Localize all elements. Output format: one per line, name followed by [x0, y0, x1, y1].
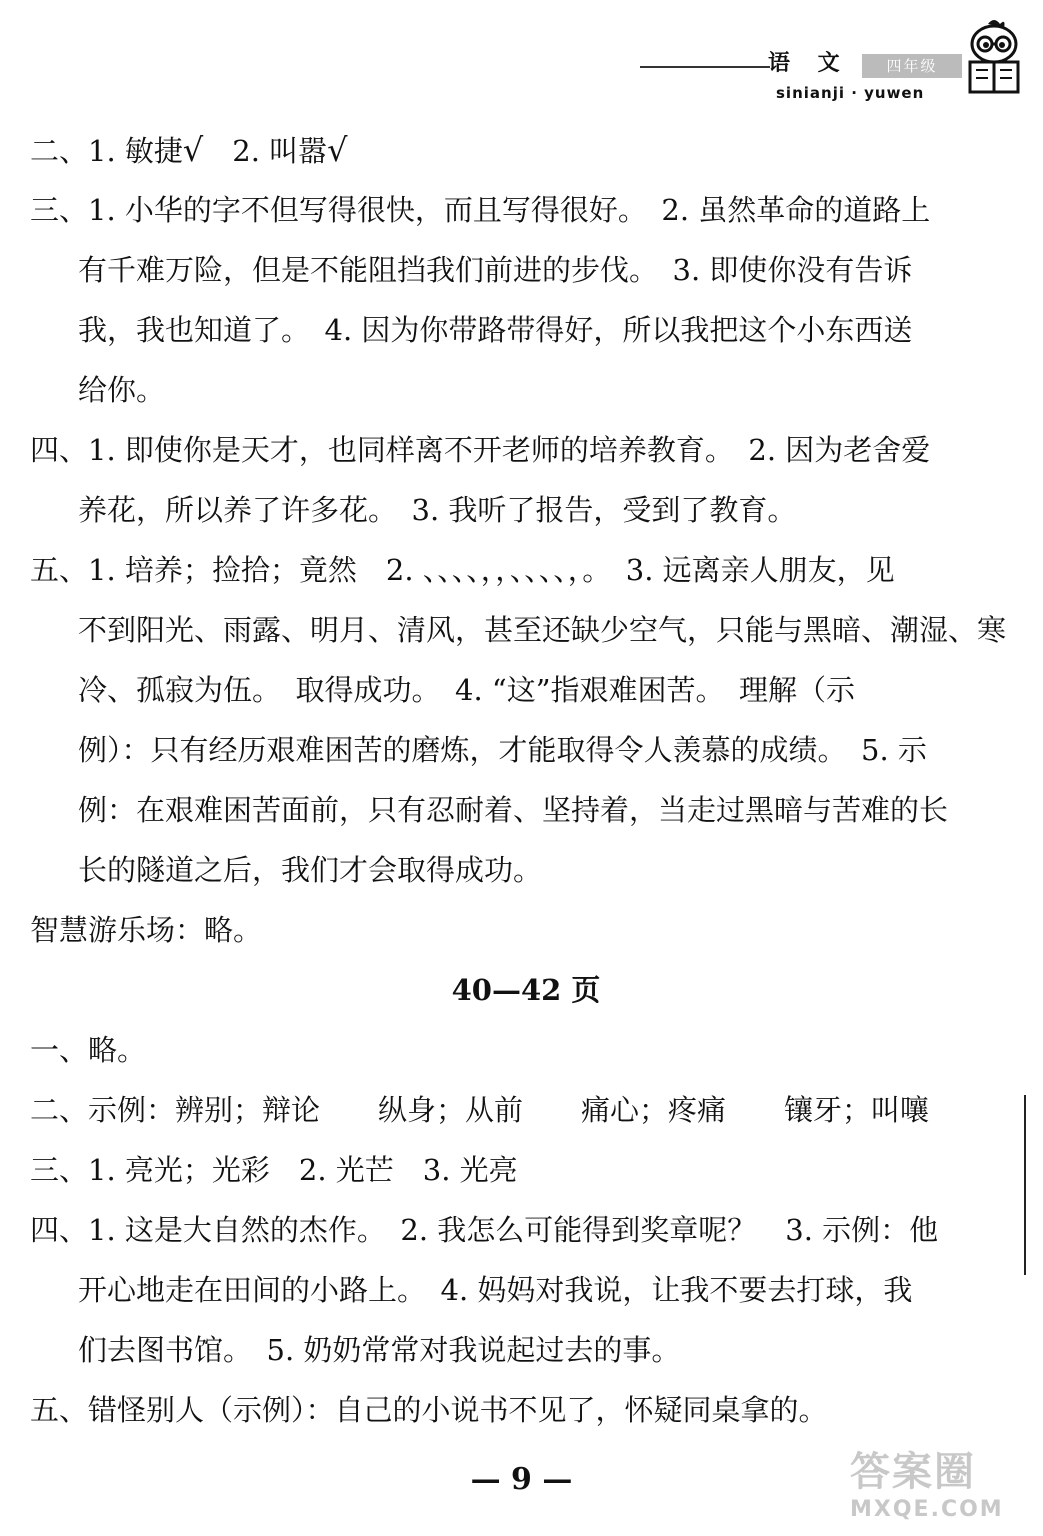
reading-mascot-icon: [960, 16, 1028, 96]
site-watermark: [850, 1440, 1040, 1530]
answer-line-continued: 例）：只有经历艰难困苦的磨炼，才能取得令人羡慕的成绩。 5. 示: [78, 733, 927, 767]
answer-line-continued: 不到阳光、雨露、明月、清风，甚至还缺少空气，只能与黑暗、潮湿、寒: [78, 613, 1007, 647]
answer-line-2: [30, 120, 1022, 180]
answer-line-4: 四、1. 这是大自然的杰作。 2. 我怎么可能得到奖章呢？ 3. 示例：他: [30, 1213, 939, 1247]
answer-text: 二、1. 敏捷: [30, 134, 183, 168]
answer-line-2: 二、示例：辨别；辩论 纵身；从前 痛心；疼痛 镶牙；叫嚷: [30, 1093, 930, 1127]
answer-line-1: 一、略。: [30, 1033, 147, 1067]
grade-label: 四年级: [862, 54, 962, 78]
check-mark-icon: √: [182, 131, 204, 169]
watermark-top: 答案圈: [850, 1449, 976, 1495]
answer-line-continued: 开心地走在田间的小路上。 4. 妈妈对我说，让我不要去打球，我: [78, 1273, 913, 1307]
subject-title: 语 文: [768, 51, 850, 76]
answer-text: 2. 叫嚣: [203, 134, 328, 168]
answer-line-4: 四、1. 即使你是天才，也同样离不开老师的培养教育。 2. 因为老舍爱: [30, 433, 931, 467]
margin-rule: [1024, 1095, 1026, 1275]
section-heading: 40—42 页: [451, 973, 601, 1007]
answer-line-continued: 我，我也知道了。 4. 因为你带路带得好，所以我把这个小东西送: [78, 313, 913, 347]
answer-line-5: 五、错怪别人（示例）：自己的小说书不见了，怀疑同桌拿的。: [30, 1393, 828, 1427]
watermark-bottom: MXQE.COM: [850, 1497, 1004, 1522]
answer-line-continued: 们去图书馆。 5. 奶奶常常对我说起过去的事。: [78, 1333, 681, 1367]
answer-content: [30, 120, 1022, 1440]
answer-line-3: 三、1. 小华的字不但写得很快，而且写得很好。 2. 虽然革命的道路上: [30, 193, 931, 227]
header-rule: [640, 66, 770, 68]
answer-line-continued: 例：在艰难困苦面前，只有忍耐着、坚持着，当走过黑暗与苦难的长: [78, 793, 949, 827]
answer-line-3: 三、1. 亮光；光彩 2. 光芒 3. 光亮: [30, 1153, 518, 1187]
answer-line-5: 五、1. 培养；捡拾；竟然 2. 、、、、，，、、、、，。 3. 远离亲人朋友，见: [30, 553, 895, 587]
answer-line-continued: 给你。: [78, 373, 166, 407]
answer-line-continued: 冷、孤寂为伍。 取得成功。 4. “这”指艰难困苦。 理解（示: [78, 673, 856, 707]
bonus-answer-line: 智慧游乐场：略。: [30, 913, 263, 947]
answer-line-continued: 长的隧道之后，我们才会取得成功。: [78, 853, 543, 887]
page-header: [640, 40, 1040, 110]
answer-line-continued: 养花，所以养了许多花。 3. 我听了报告，受到了教育。: [78, 493, 797, 527]
page-number: — 9 —: [470, 1462, 573, 1497]
check-mark-icon: √: [327, 131, 348, 169]
answer-line-continued: 有千难万险，但是不能阻挡我们前进的步伐。 3. 即使你没有告诉: [78, 253, 913, 287]
subject-pinyin: sinianji · yuwen: [776, 84, 925, 102]
